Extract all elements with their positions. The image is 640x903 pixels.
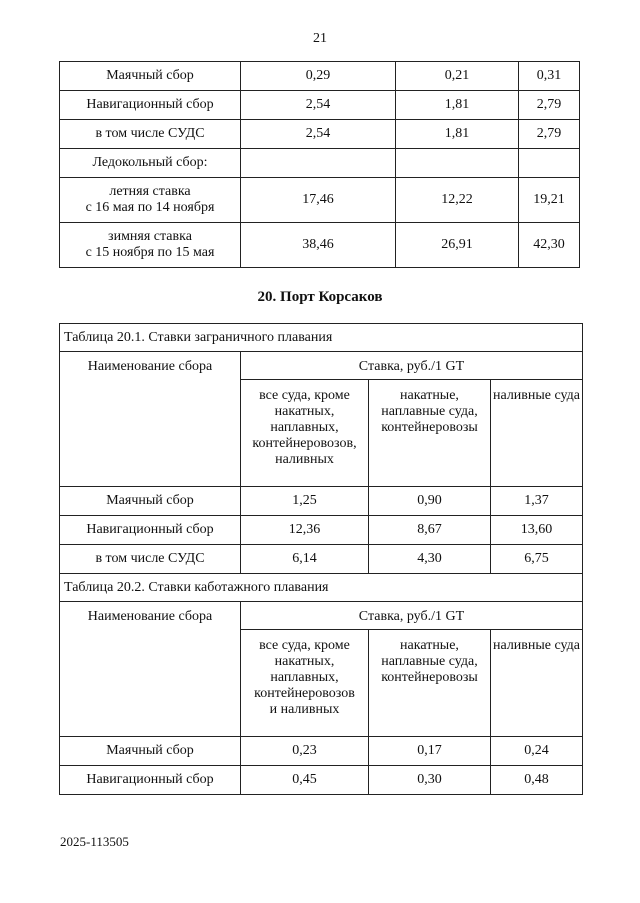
- rate-value: 1,25: [241, 487, 369, 516]
- rate-value: 0,90: [369, 487, 491, 516]
- rate-value: 6,75: [491, 545, 583, 574]
- col-header-fee-name: Наименование сбора: [60, 352, 241, 487]
- rate-value: 8,67: [369, 516, 491, 545]
- subheader-line: накатных,: [274, 404, 335, 419]
- rate-value: 0,17: [369, 737, 491, 766]
- rate-value: 1,81: [396, 91, 519, 120]
- rate-value: 0,23: [241, 737, 369, 766]
- fee-name: Навигационный сбор: [60, 91, 241, 120]
- rate-value: 0,45: [241, 766, 369, 795]
- fee-name: Маячный сбор: [60, 487, 241, 516]
- subheader-line: контейнеровозов: [254, 686, 355, 701]
- rate-value: 4,30: [369, 545, 491, 574]
- table-row: [60, 62, 580, 91]
- rate-value: 38,46: [241, 223, 396, 268]
- rate-value: 26,91: [396, 223, 519, 268]
- table-row: [60, 120, 580, 149]
- rate-value: 19,21: [519, 178, 580, 223]
- subheader-line: все суда, кроме: [259, 638, 350, 653]
- table-caption: Таблица 20.1. Ставки заграничного плавания: [60, 324, 583, 352]
- subheader-line: контейнеровозы: [381, 420, 478, 435]
- subheader-all-ships: [241, 630, 369, 737]
- table-caption-row: [60, 324, 583, 352]
- rate-value: 2,79: [519, 120, 580, 149]
- table-row: [60, 149, 580, 178]
- document-code: 2025-113505: [60, 834, 129, 849]
- subheader-line: наплавные суда,: [381, 654, 478, 669]
- table-caption-row: [60, 574, 583, 602]
- rate-value: 0,31: [519, 62, 580, 91]
- col-header-rate: Ставка, руб./1 GT: [241, 602, 583, 630]
- fee-name: Ледокольный сбор:: [60, 149, 241, 178]
- rate-value: 2,54: [241, 120, 396, 149]
- table-row: [60, 178, 580, 223]
- table-caption: Таблица 20.2. Ставки каботажного плавания: [60, 574, 583, 602]
- header-row: [60, 602, 583, 630]
- header-row: [60, 352, 583, 380]
- rate-value: 0,30: [369, 766, 491, 795]
- fee-name: [60, 223, 241, 268]
- table-row: [60, 487, 583, 516]
- fee-name: [60, 178, 241, 223]
- rate-value: 0,24: [491, 737, 583, 766]
- fee-name-line: с 15 ноября по 15 мая: [85, 245, 215, 260]
- table-row: [60, 545, 583, 574]
- continuation-rates-table: [59, 61, 580, 268]
- rate-value: [241, 149, 396, 178]
- fee-name: в том числе СУДС: [60, 545, 241, 574]
- rate-value: [519, 149, 580, 178]
- subheader-line: наливные суда: [492, 638, 580, 653]
- subheader-line: наливных: [275, 452, 334, 467]
- rate-value: 12,22: [396, 178, 519, 223]
- table-row: [60, 766, 583, 795]
- table-row: [60, 91, 580, 120]
- rate-value: 2,54: [241, 91, 396, 120]
- korsakov-rates-table: [59, 323, 583, 795]
- fee-name-line: зимняя ставка: [108, 229, 192, 244]
- fee-name: Маячный сбор: [60, 62, 241, 91]
- fee-name: в том числе СУДС: [60, 120, 241, 149]
- rate-value: 2,79: [519, 91, 580, 120]
- subheader-tankers: [491, 630, 583, 737]
- rate-value: 17,46: [241, 178, 396, 223]
- table-row: [60, 516, 583, 545]
- subheader-tankers: [491, 380, 583, 487]
- fee-name-line: с 16 мая по 14 ноября: [85, 200, 215, 215]
- section-title: 20. Порт Корсаков: [257, 289, 383, 305]
- rate-value: 0,21: [396, 62, 519, 91]
- subheader-line: накатные,: [400, 388, 459, 403]
- col-header-rate: Ставка, руб./1 GT: [241, 352, 583, 380]
- page-number: 21: [313, 31, 327, 46]
- table-row: [60, 737, 583, 766]
- rate-value: 6,14: [241, 545, 369, 574]
- subheader-line: контейнеровозы: [381, 670, 478, 685]
- subheader-line: наплавных,: [270, 420, 339, 435]
- rate-value: 12,36: [241, 516, 369, 545]
- subheader-all-ships: [241, 380, 369, 487]
- col-header-fee-name: Наименование сбора: [60, 602, 241, 737]
- rate-value: [396, 149, 519, 178]
- subheader-line: наливные суда: [492, 388, 580, 403]
- subheader-line: накатных,: [274, 654, 335, 669]
- subheader-line: контейнеровозов,: [252, 436, 357, 451]
- fee-name: Маячный сбор: [60, 737, 241, 766]
- rate-value: 0,29: [241, 62, 396, 91]
- subheader-line: наплавных,: [270, 670, 339, 685]
- rate-value: 0,48: [491, 766, 583, 795]
- subheader-line: все суда, кроме: [259, 388, 350, 403]
- fee-name: Навигационный сбор: [60, 516, 241, 545]
- subheader-line: накатные,: [400, 638, 459, 653]
- fee-name: Навигационный сбор: [60, 766, 241, 795]
- subheader-line: и наливных: [269, 702, 340, 717]
- subheader-line: наплавные суда,: [381, 404, 478, 419]
- table-row: [60, 223, 580, 268]
- subheader-roro: [369, 380, 491, 487]
- subheader-roro: [369, 630, 491, 737]
- fee-name-line: летняя ставка: [109, 184, 191, 199]
- rate-value: 42,30: [519, 223, 580, 268]
- rate-value: 1,37: [491, 487, 583, 516]
- rate-value: 1,81: [396, 120, 519, 149]
- rate-value: 13,60: [491, 516, 583, 545]
